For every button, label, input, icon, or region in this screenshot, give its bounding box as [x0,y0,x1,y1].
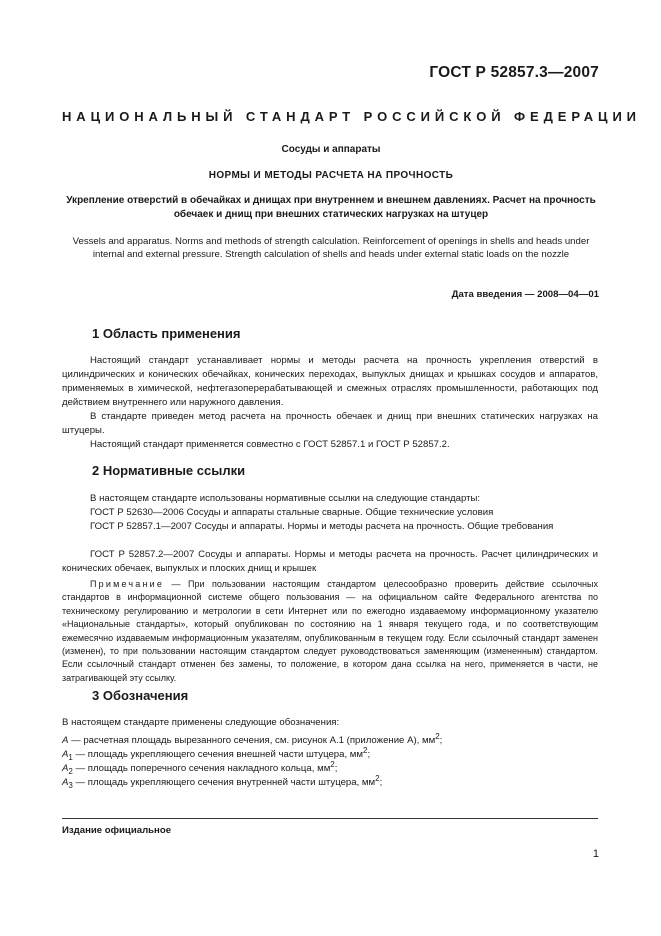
section-2-intro: В настоящем стандарте использованы нормативные ссылки на следующие стандарты: [90,493,481,504]
official-edition-label: Издание официальное [62,825,172,836]
reference-gost-52630: ГОСТ Р 52630—2006 Сосуды и аппараты стальные сварные. Общие технические условия [90,507,494,518]
symbol-A3: $A_3$ — площадь укрепляющего сечения внутренней части штуцера, $мм^2$; [62,774,383,791]
section-1-paragraph-1: Настоящий стандарт устанавливает нормы и методы расчета на прочность укрепления отверстий в цилиндрических и конических обечайках, конических переходах, выпуклых днищах и крышках сосудов и аппаратов, применяемых в химической, нефтегазоперерабатывающей и смежных отраслях промышленности, работающих под действием внутреннего или наружного давления. [62,355,598,408]
section-2-heading: 2 Нормативные ссылки [92,463,246,478]
english-title: Vessels and apparatus. Norms and methods of strength calculation. Reinforcement of openings in shells and heads under internal and external pressure. Strength calculation of shells and heads under external static loads on the nozzle [72,236,590,260]
document-title: НОРМЫ И МЕТОДЫ РАСЧЕТА НА ПРОЧНОСТЬ [208,170,454,181]
note-label: Примечание [90,579,165,589]
symbol-A1: $A_1$ — площадь укрепляющего сечения внешней части штуцера, $мм^2$; [62,746,371,763]
reference-gost-52857-2: ГОСТ Р 52857.2—2007 Сосуды и аппараты. Нормы и методы расчета на прочность. Расчет цилиндрических и конических обечаек, выпуклых и плоских днищ и крышек [62,549,598,574]
section-1-paragraph-3: Настоящий стандарт применяется совместно с ГОСТ 52857.1 и ГОСТ Р 52857.2. [90,439,450,450]
footer-divider [62,818,598,819]
section-1-paragraph-2: В стандарте приведен метод расчета на прочность обечаек и днищ при внешних статических нагрузках на штуцеры. [62,411,598,436]
note-text: — При пользовании настоящим стандартом целесообразно проверить действие ссылочных стандартов в информационной системе общего пользования — на официальном сайте Федерального агентства по техническому регулированию и метрологии в сети Интернет или по ежегодно издаваемому информационному указателю «Национальные стандарты», который опубликован по состоянию на 1 января текущего года, и по соответствующим ежемесячно издаваемым информационным указателям, опубликованным в текущем году. Если ссылочный стандарт заменен (изменен), то при пользовании настоящим стандартом следует руководствоваться заменяющим (измененным) стандартом. Если ссылочный стандарт отменен без замены, то положение, в котором дана ссылка на него, применяется в части, не затрагивающей эту ссылку. [62,579,598,683]
note-block [62,578,598,685]
document-subtitle: Укрепление отверстий в обечайках и днищах при внутреннем и внешнем давлениях. Расчет на прочность обечаек и днищ при внешних статических нагрузках на штуцер [66,195,596,220]
gost-number: ГОСТ Р 52857.3—2007 [429,64,599,81]
section-3-intro: В настоящем стандарте применены следующие обозначения: [62,717,340,728]
section-3-heading: 3 Обозначения [92,688,189,703]
section-1-heading: 1 Область применения [92,326,241,341]
national-standard-banner: НАЦИОНАЛЬНЫЙ СТАНДАРТ РОССИЙСКОЙ ФЕДЕРАЦИИ [62,109,641,124]
introduction-date: Дата введения — 2008—04—01 [451,289,599,300]
page-number: 1 [592,848,599,860]
symbol-A: A — расчетная площадь вырезанного сечения, см. рисунок А.1 (приложение А), $мм^2$; [62,732,443,747]
document-subject: Сосуды и аппараты [281,144,381,155]
reference-gost-52857-1: ГОСТ Р 52857.1—2007 Сосуды и аппараты. Нормы и методы расчета на прочность. Общие требования [90,521,554,532]
symbol-A2: $A_2$ — площадь поперечного сечения накладного кольца, $мм^2$; [62,760,338,777]
